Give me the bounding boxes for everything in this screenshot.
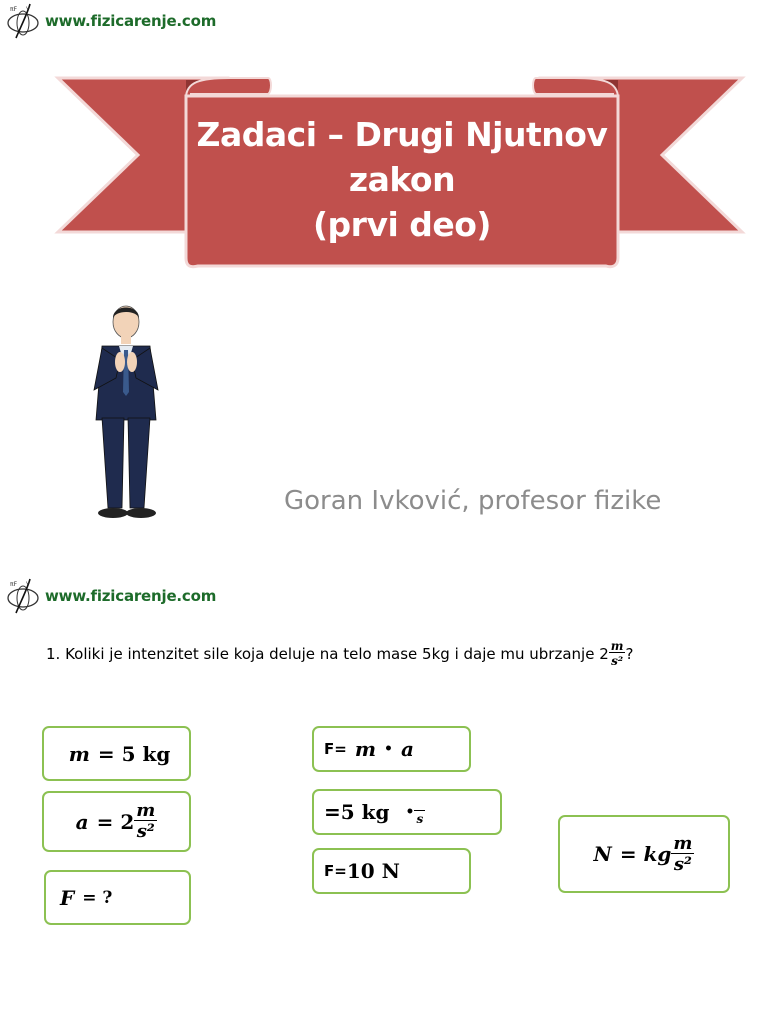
formula-dot: • [384,741,393,757]
fraction-numerator: m [136,800,156,821]
banner-title-line: (prvi deo) [312,205,492,244]
force-unknown: = ? [82,887,113,908]
svg-text:πF: πF [10,581,18,588]
substitution-dot: • [405,804,415,820]
svg-text:v: v [26,580,30,587]
fraction-numerator: m [610,639,624,653]
result-value: 10 N [346,859,400,883]
given-mass-box [42,726,191,781]
acceleration-variable: a [75,809,89,834]
unknown-force-box [44,870,191,925]
fraction [609,640,626,667]
banner-title [186,112,618,247]
given-acceleration-box [42,791,191,852]
logo-text[interactable]: www.fizicarenje.com [45,587,217,605]
substitution-value: 5 kg [340,800,390,824]
unit-value: = kg [619,842,672,866]
force-variable: F [60,885,75,910]
banner-title-line: zakon [348,160,456,199]
presenter-illustration [80,300,172,530]
acceleration-value: = 2 [96,809,135,834]
unit-definition-box [558,815,730,893]
fraction [671,832,694,875]
substitution-box [312,789,502,835]
logo-icon [6,577,42,615]
fraction-denominator: s² [611,654,624,668]
problem-statement [46,640,746,667]
formula-prefix: F= [324,740,347,758]
banner-title-line: Zadaci – Drugi Njutnov [196,115,608,154]
formula-mass: m [354,737,376,761]
svg-text:v: v [26,5,30,12]
result-box [312,848,471,894]
logo-icon [6,2,42,40]
fraction-denominator: s² [673,853,692,875]
site-logo [6,2,216,40]
problem-end: ? [625,644,634,663]
svg-text:πF: πF [10,6,18,13]
mass-variable: m [68,741,90,766]
author-name: Goran Ivković, profesor fizike [284,486,662,516]
site-logo [6,577,216,615]
result-prefix: F= [324,862,347,880]
formula-accel: a [400,737,414,761]
logo-text[interactable]: www.fizicarenje.com [45,12,217,30]
fraction-numerator: m [673,832,693,854]
fraction-denominator: s² [136,821,155,842]
substitution-prefix: = [324,800,341,824]
fraction [134,802,157,841]
fraction [414,800,425,825]
mass-value: = 5 kg [97,741,171,766]
problem-text: 1. Koliki je intenzitet sile koja deluje na telo mase 5kg i daje mu ubrzanje 2 [46,644,609,663]
unit-variable: N [593,842,612,866]
formula-box [312,726,471,772]
fraction-denominator: s [416,811,424,826]
